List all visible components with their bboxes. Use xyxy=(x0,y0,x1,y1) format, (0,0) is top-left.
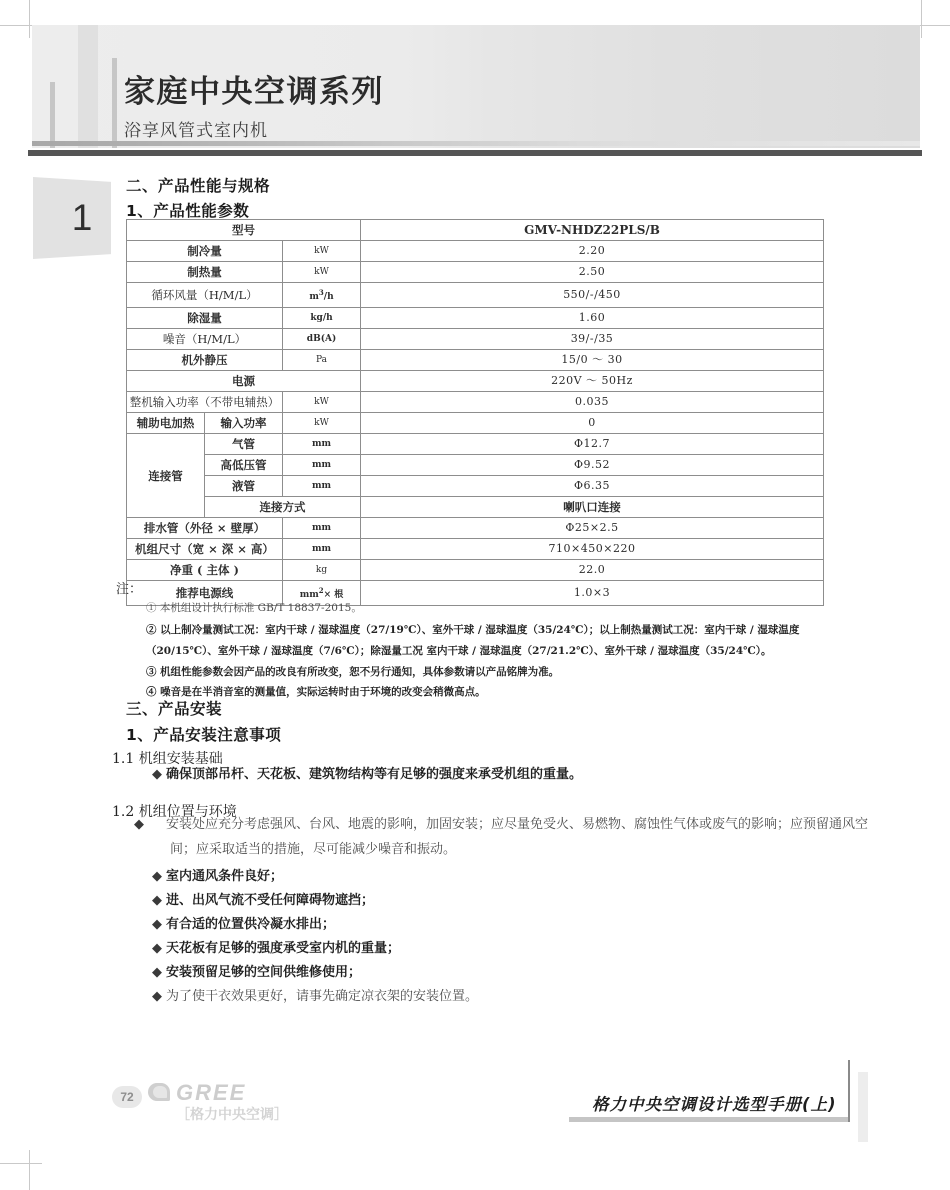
cell-label: 循环风量（H/M/L） xyxy=(127,283,283,308)
cell-value: 2.50 xyxy=(361,262,824,283)
cell-unit: kW xyxy=(283,241,361,262)
list-item-label: 确保顶部吊杆、天花板、建筑物结构等有足够的强度来承受机组的重量。 xyxy=(166,767,583,782)
cell-unit: kW xyxy=(283,262,361,283)
crop-mark-top-right-v xyxy=(921,0,922,38)
cell-value: Φ12.7 xyxy=(361,434,824,455)
page-title: 家庭中央空调系列 xyxy=(124,74,384,110)
cell-unit: dB(A) xyxy=(283,329,361,350)
table-row xyxy=(127,560,824,581)
table-row-connect-method xyxy=(127,497,824,518)
cell-sub-label: 连接方式 xyxy=(205,497,361,518)
cell-sub-label: 气管 xyxy=(205,434,283,455)
table-row xyxy=(127,350,824,371)
footer-manual-title: 格力中央空调设计选型手册(上) xyxy=(592,1095,837,1114)
list-item-label: 进、出风气流不受任何障碍物遮挡； xyxy=(166,893,375,908)
product-spec-table xyxy=(126,219,824,606)
table-row xyxy=(127,539,824,560)
diamond-bullet-icon: ◆ xyxy=(134,817,144,832)
note-item-1: ① 本机组设计执行标准 GB/T 18837-2015。 xyxy=(146,602,362,614)
table-row xyxy=(127,241,824,262)
list-item-label: 安装预留足够的空间供维修使用； xyxy=(166,965,362,980)
cell-unit: mm xyxy=(283,476,361,497)
cell-value: 220V ～ 50Hz xyxy=(361,371,824,392)
cell-value: 0.035 xyxy=(361,392,824,413)
crop-mark-top-left-v xyxy=(29,0,30,38)
cell-label: 推荐电源线 xyxy=(127,581,283,606)
table-row-connect-pipe-gas xyxy=(127,434,824,455)
list-item xyxy=(152,764,852,786)
cell-value: 喇叭口连接 xyxy=(361,497,824,518)
crop-mark-bottom-left-v xyxy=(29,1150,30,1190)
cell-unit: kW xyxy=(283,413,361,434)
cell-label: 机组尺寸（宽 × 深 × 高） xyxy=(127,539,283,560)
diamond-bullet-icon: ◆ xyxy=(152,965,162,980)
list-item-label: 安装处应充分考虑强风、台风、地震的影响，加固安装；应尽量免受火、易燃物、腐蚀性气体或废气的影响；应预留通风空间；应采取适当的措施，尽可能减少噪音和振动。 xyxy=(166,817,869,857)
cell-value: 1.0×3 xyxy=(361,581,824,606)
cell-value: 2.20 xyxy=(361,241,824,262)
diamond-bullet-icon: ◆ xyxy=(152,893,162,908)
cell-value: 0 xyxy=(361,413,824,434)
footer-vertical-bar xyxy=(858,1072,868,1142)
cell-unit: mm xyxy=(283,434,361,455)
cell-value: Φ9.52 xyxy=(361,455,824,476)
cell-value: 22.0 xyxy=(361,560,824,581)
brand-wordmark: GREE xyxy=(176,1080,247,1105)
brand-cn-label: ［格力中央空调］ xyxy=(176,1107,288,1123)
heading-item-1-1: 1.1 机组安装基础 xyxy=(112,751,223,767)
cell-value: Φ25×2.5 xyxy=(361,518,824,539)
cell-unit: Pa xyxy=(283,350,361,371)
table-row xyxy=(127,392,824,413)
cell-unit: kg/h xyxy=(283,308,361,329)
list-item-label: 室内通风条件良好； xyxy=(166,869,284,884)
footer-rule xyxy=(569,1117,849,1122)
cell-label: 制热量 xyxy=(127,262,283,283)
header-rule-dark xyxy=(28,150,922,156)
page-number-badge: 72 xyxy=(112,1086,142,1108)
cell-unit-power-cable: $mm^2\times$ 根 xyxy=(283,581,361,606)
list-item xyxy=(152,866,852,888)
table-row xyxy=(127,308,824,329)
cell-group-label: 辅助电加热 xyxy=(127,413,205,434)
list-item xyxy=(152,938,852,960)
footer-vertical-rule xyxy=(848,1060,850,1122)
list-item-label: 为了使干衣效果更好，请事先确定凉衣架的安装位置。 xyxy=(166,989,479,1004)
diamond-bullet-icon: ◆ xyxy=(152,917,162,932)
cell-value: Φ6.35 xyxy=(361,476,824,497)
cell-label: 净重 ( 主体 ) xyxy=(127,560,283,581)
diamond-bullet-icon: ◆ xyxy=(152,767,162,782)
table-row-aux-heat xyxy=(127,413,824,434)
cell-value: 550/-/450 xyxy=(361,283,824,308)
cell-label: 排水管（外径 × 壁厚） xyxy=(127,518,283,539)
heading-subsection-3-1: 1、产品安装注意事项 xyxy=(126,726,282,744)
heading-section-2: 二、产品性能与规格 xyxy=(126,177,271,195)
gree-logo-icon xyxy=(148,1083,170,1101)
cell-unit: mm xyxy=(283,539,361,560)
list-item xyxy=(152,962,852,984)
heading-item-1-2: 1.2 机组位置与环境 xyxy=(112,804,237,820)
cell-label: 整机输入功率（不带电辅热） xyxy=(127,392,283,413)
note-item-3: ③ 机组性能参数会因产品的改良有所改变，恕不另行通知，具体参数请以产品铭牌为准。 xyxy=(146,666,560,678)
cell-unit: kW xyxy=(283,392,361,413)
cell-label: 机外静压 xyxy=(127,350,283,371)
cell-value: 39/-/35 xyxy=(361,329,824,350)
heading-subsection-2-1: 1、产品性能参数 xyxy=(126,202,250,220)
notes-label: 注： xyxy=(116,582,143,597)
list-item-label: 天花板有足够的强度承受室内机的重量； xyxy=(166,941,401,956)
table-row-power-supply xyxy=(127,371,824,392)
note-item-4: ④ 噪音是在半消音室的测量值，实际运转时由于环境的改变会稍微高点。 xyxy=(146,686,486,698)
cell-value: 710×450×220 xyxy=(361,539,824,560)
list-item xyxy=(152,986,852,1008)
cell-label: 噪音（H/M/L） xyxy=(127,329,283,350)
cell-unit: mm xyxy=(283,455,361,476)
diamond-bullet-icon: ◆ xyxy=(152,989,162,1004)
cell-group-label-connect-pipe: 连接管 xyxy=(127,434,205,518)
diamond-bullet-icon: ◆ xyxy=(152,941,162,956)
header-decor-stripe-a xyxy=(78,25,98,148)
note-item-2: ② 以上制冷量测试工况：室内干球 / 湿球温度（27/19℃）、室外干球 / 湿球温度（35/24℃）；以上制热量测试工况：室内干球 / 湿球温度（20/15℃）、室外干球 / 湿球温度（7/6℃）；除湿量工况 室内干球 / 湿球温度（27/21.2℃）、室外干球 / 湿球温度（35/24℃）。 xyxy=(146,624,800,657)
cell-model-label: 型号 xyxy=(127,220,361,241)
cell-sub-label: 高低压管 xyxy=(205,455,283,476)
diamond-bullet-icon: ◆ xyxy=(152,869,162,884)
cell-value: 1.60 xyxy=(361,308,824,329)
table-row-connect-pipe-liquid xyxy=(127,476,824,497)
table-row xyxy=(127,283,824,308)
page-subtitle: 浴享风管式室内机 xyxy=(124,121,268,141)
cell-unit: kg xyxy=(283,560,361,581)
chapter-number: 1 xyxy=(71,197,93,238)
table-row xyxy=(127,262,824,283)
heading-section-3: 三、产品安装 xyxy=(126,700,223,718)
cell-value: 15/0 ～ 30 xyxy=(361,350,824,371)
cell-sub-label: 输入功率 xyxy=(205,413,283,434)
cell-label: 除湿量 xyxy=(127,308,283,329)
cell-unit: $m^3/h$ xyxy=(283,283,361,308)
cell-label: 电源 xyxy=(127,371,361,392)
list-item-label: 有合适的位置供冷凝水排出； xyxy=(166,917,336,932)
header-decor-stripe-b xyxy=(112,58,117,148)
table-row xyxy=(127,518,824,539)
list-item xyxy=(134,812,870,862)
crop-mark-bottom-left-h xyxy=(0,1163,42,1164)
cell-label: 制冷量 xyxy=(127,241,283,262)
list-item xyxy=(152,914,852,936)
list-item xyxy=(152,890,852,912)
cell-sub-label: 液管 xyxy=(205,476,283,497)
header-rule-light xyxy=(32,141,920,146)
cell-unit: mm xyxy=(283,518,361,539)
table-row-connect-pipe-hp-lp xyxy=(127,455,824,476)
table-row-model xyxy=(127,220,824,241)
header-decor-stripe-c xyxy=(50,82,55,148)
table-row xyxy=(127,329,824,350)
cell-model-value: GMV-NHDZ22PLS/B xyxy=(361,220,824,241)
